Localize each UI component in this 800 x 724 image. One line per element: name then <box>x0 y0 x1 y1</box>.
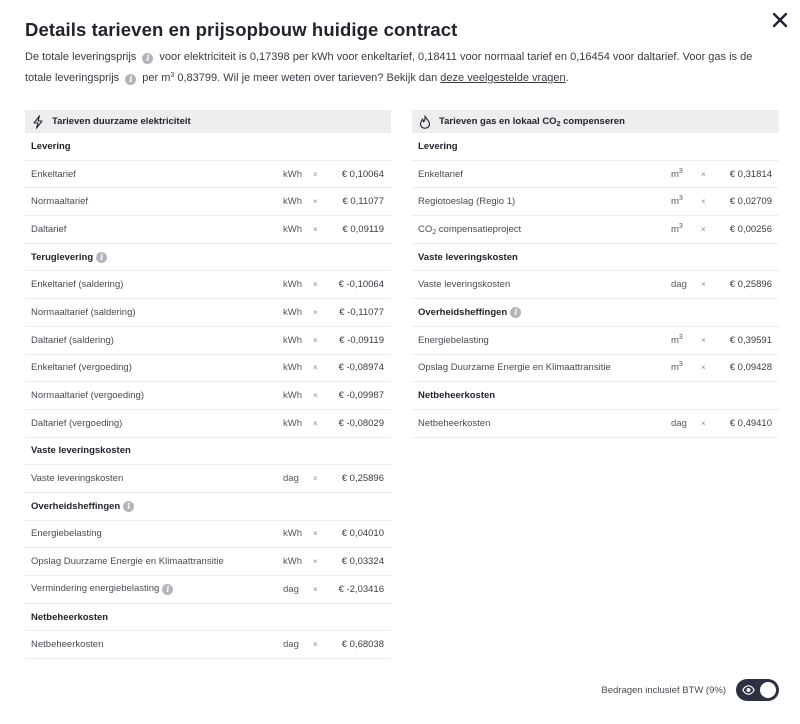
row-unit <box>671 362 701 373</box>
header-text: compenseren <box>560 116 625 127</box>
section-title: Overheidsheffingen <box>31 500 121 512</box>
row-price: € -0,08974 <box>338 362 384 374</box>
section-levering: Levering <box>412 133 779 161</box>
table-row <box>25 188 391 216</box>
row-price: € -0,11077 <box>339 306 384 318</box>
row-unit: kWh <box>283 390 302 402</box>
table-row <box>412 216 779 244</box>
superscript: 3 <box>678 222 683 230</box>
unit-text: m <box>671 223 679 235</box>
info-icon[interactable]: i <box>123 501 134 512</box>
close-icon <box>770 10 790 30</box>
info-icon[interactable]: i <box>96 252 107 263</box>
row-unit: kWh <box>283 306 302 318</box>
row-label: Enkeltarief (saldering) <box>31 279 124 291</box>
row-label: Normaaltarief (saldering) <box>31 306 136 318</box>
row-unit: kWh <box>283 528 302 540</box>
table-row <box>25 355 391 383</box>
table-row <box>412 161 779 189</box>
row-price: € 0,00256 <box>729 223 772 235</box>
superscript: 3 <box>678 195 683 203</box>
times-sign: × <box>313 418 318 428</box>
row-price: € 0,03324 <box>341 556 384 568</box>
row-price: € 0,09428 <box>729 362 772 374</box>
info-icon[interactable]: i <box>125 74 136 85</box>
faq-link[interactable]: deze veelgestelde vragen <box>440 72 566 84</box>
section-vaste-leveringskosten: Vaste leveringskosten <box>25 438 391 466</box>
times-sign: × <box>701 363 706 373</box>
row-unit: dag <box>671 417 687 429</box>
row-label: Daltarief (vergoeding) <box>31 417 123 429</box>
row-label: Vaste leveringskosten <box>418 279 511 291</box>
table-row <box>25 327 391 355</box>
electricity-header-label: Tarieven duurzame elektriciteit <box>52 116 191 127</box>
times-sign: × <box>313 363 318 373</box>
row-unit: dag <box>283 639 299 651</box>
row-label: Regiotoeslag (Regio 1) <box>418 196 516 208</box>
times-sign: × <box>313 584 318 594</box>
table-row <box>25 161 391 189</box>
row-label: Vaste leveringskosten <box>31 473 124 485</box>
row-price: € 0,11077 <box>342 196 384 208</box>
lightning-icon <box>32 115 44 129</box>
row-price: € 0,68038 <box>341 639 384 651</box>
table-row <box>25 410 391 438</box>
close-button[interactable] <box>770 10 790 30</box>
times-sign: × <box>701 169 706 179</box>
table-row <box>25 299 391 327</box>
section-overheidsheffingen <box>25 493 391 521</box>
unit-text: m <box>671 168 679 180</box>
times-sign: × <box>313 391 318 401</box>
section-netbeheerkosten: Netbeheerkosten <box>412 382 779 410</box>
vat-toggle[interactable] <box>736 679 779 701</box>
row-price: € -0,09119 <box>339 334 384 346</box>
row-price: € -2,03416 <box>338 583 384 595</box>
table-row <box>25 631 391 659</box>
unit-text: m <box>671 334 679 346</box>
row-label: Energiebelasting <box>418 334 489 346</box>
table-row <box>412 188 779 216</box>
row-unit <box>671 196 701 207</box>
row-label: Normaaltarief (vergoeding) <box>31 390 144 402</box>
row-unit: kWh <box>283 279 302 291</box>
row-price: € 0,49410 <box>729 417 772 429</box>
table-row <box>25 576 391 604</box>
table-row <box>25 465 391 493</box>
electricity-header <box>25 110 391 133</box>
times-sign: × <box>701 335 706 345</box>
times-sign: × <box>313 280 318 290</box>
row-unit <box>671 169 701 180</box>
times-sign: × <box>701 224 706 234</box>
info-icon[interactable]: i <box>162 584 173 595</box>
times-sign: × <box>313 197 318 207</box>
section-title: Teruglevering <box>31 251 94 263</box>
row-unit: kWh <box>283 556 302 568</box>
unit-text: m <box>671 196 679 208</box>
section-netbeheerkosten: Netbeheerkosten <box>25 604 391 632</box>
label-text: compensatieproject <box>436 223 522 235</box>
section-title: Overheidsheffingen <box>418 306 508 318</box>
row-label: Daltarief (saldering) <box>31 334 114 346</box>
intro-text <box>25 47 777 89</box>
table-row <box>412 271 779 299</box>
section-overheidsheffingen <box>412 299 779 327</box>
table-row <box>412 355 779 383</box>
table-row <box>25 216 391 244</box>
table-row <box>412 410 779 438</box>
row-label <box>31 583 283 595</box>
row-unit: dag <box>283 473 299 485</box>
times-sign: × <box>701 280 706 290</box>
table-row <box>25 521 391 549</box>
superscript: 3 <box>678 167 683 175</box>
section-levering: Levering <box>25 133 391 161</box>
section-vaste-leveringskosten: Vaste leveringskosten <box>412 244 779 272</box>
row-unit: dag <box>671 279 687 291</box>
row-price: € 0,09119 <box>342 223 384 235</box>
label-text: CO <box>418 223 433 235</box>
intro-part: 0,83799. Wil je meer weten over tarieven? Bekijk dan <box>174 72 438 84</box>
intro-part: . <box>565 72 569 84</box>
row-label: Enkeltarief <box>418 168 463 180</box>
times-sign: × <box>313 474 318 484</box>
superscript: 3 <box>170 72 175 79</box>
gas-tariffs <box>412 110 779 438</box>
times-sign: × <box>313 640 318 650</box>
row-unit <box>671 335 701 346</box>
times-sign: × <box>313 224 318 234</box>
unit-text: m <box>671 362 679 374</box>
section-teruglevering <box>25 244 391 272</box>
modal-title: Details tarieven en prijsopbouw huidige contract <box>25 19 458 40</box>
electricity-tariffs <box>25 110 391 659</box>
row-label: Enkeltarief (vergoeding) <box>31 362 132 374</box>
subscript: 2 <box>432 228 437 236</box>
gas-header <box>412 110 779 133</box>
row-unit: kWh <box>283 417 302 429</box>
times-sign: × <box>313 557 318 567</box>
row-unit <box>671 224 701 235</box>
row-label: Netbeheerkosten <box>31 639 104 651</box>
row-label <box>418 224 671 235</box>
gas-header-label <box>439 116 625 127</box>
row-price: € 0,25896 <box>341 473 384 485</box>
row-unit: kWh <box>283 196 302 208</box>
table-row <box>25 382 391 410</box>
flame-icon <box>419 115 431 129</box>
row-price: € -0,10064 <box>338 279 384 291</box>
row-label: Netbeheerkosten <box>418 417 491 429</box>
info-icon[interactable]: i <box>510 307 521 318</box>
row-price: € -0,09987 <box>338 390 384 402</box>
intro-part: voor elektriciteit is 0,17398 per kWh voor enkeltarief, 0,18411 voor normaal tarief en 0,16454 voor daltarief. Voor gas is de totale leveringsprijs <box>25 51 753 84</box>
intro-part: per m <box>142 72 171 84</box>
row-price: € 0,39591 <box>729 334 772 346</box>
times-sign: × <box>701 418 706 428</box>
vat-toggle-label: Bedragen inclusief BTW (9%) <box>601 684 726 696</box>
times-sign: × <box>313 169 318 179</box>
row-label-text: Vermindering energiebelasting <box>31 583 160 595</box>
header-text: Tarieven gas en lokaal CO <box>439 116 557 127</box>
table-row <box>25 271 391 299</box>
row-label: Opslag Duurzame Energie en Klimaattransitie <box>418 362 611 374</box>
eye-icon <box>742 684 755 696</box>
times-sign: × <box>313 529 318 539</box>
times-sign: × <box>701 197 706 207</box>
row-unit: kWh <box>283 362 302 374</box>
row-price: € 0,10064 <box>341 168 384 180</box>
times-sign: × <box>313 307 318 317</box>
subscript: 2 <box>556 121 561 128</box>
superscript: 3 <box>678 361 683 369</box>
table-row <box>25 548 391 576</box>
row-label: Enkeltarief <box>31 168 76 180</box>
row-label: Daltarief <box>31 223 67 235</box>
row-unit: kWh <box>283 223 302 235</box>
row-price: € 0,31814 <box>729 168 772 180</box>
info-icon[interactable]: i <box>142 53 153 64</box>
row-price: € 0,04010 <box>341 528 384 540</box>
row-price: € 0,25896 <box>729 279 772 291</box>
toggle-knob[interactable] <box>760 682 776 698</box>
intro-part: De totale leveringsprijs <box>25 51 137 63</box>
row-label: Energiebelasting <box>31 528 102 540</box>
table-row <box>412 327 779 355</box>
times-sign: × <box>313 335 318 345</box>
row-label: Opslag Duurzame Energie en Klimaattransitie <box>31 556 224 568</box>
vat-toggle-area <box>601 679 779 701</box>
row-unit: kWh <box>283 334 302 346</box>
row-unit: dag <box>283 583 299 595</box>
superscript: 3 <box>678 333 683 341</box>
row-price: € -0,08029 <box>338 417 384 429</box>
row-price: € 0,02709 <box>729 196 772 208</box>
row-label: Normaaltarief <box>31 196 89 208</box>
row-unit: kWh <box>283 168 302 180</box>
